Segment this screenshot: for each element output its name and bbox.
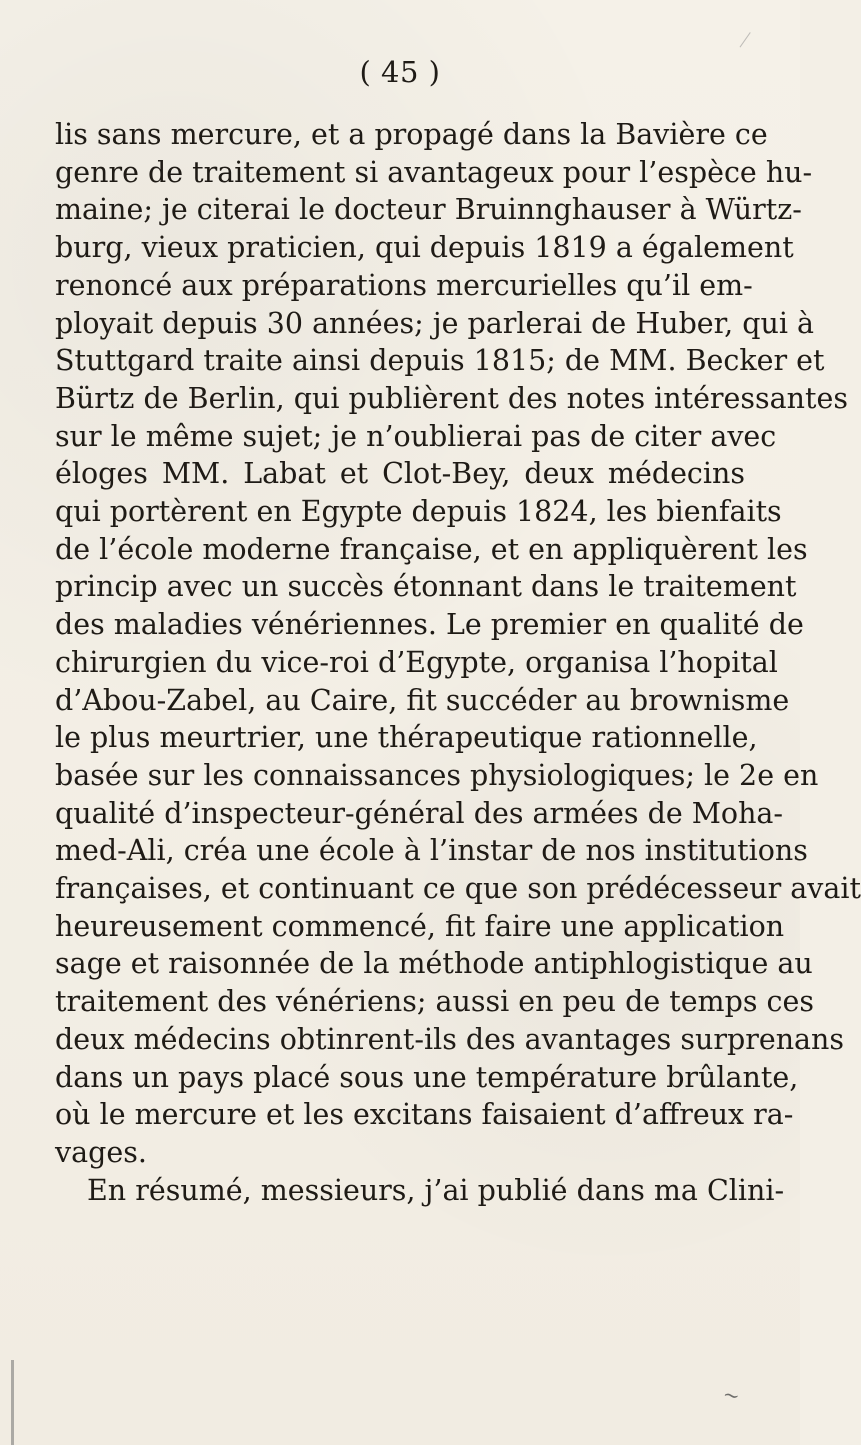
paper-mark (740, 32, 766, 58)
text-line: genre de traitement si avantageux pour l’espèce hu- (55, 155, 813, 189)
text-line: dans un pays placé sous une température brûlante, (55, 1060, 799, 1094)
body-text (55, 116, 861, 1209)
text-line: le plus meurtrier, une thérapeutique rationnelle, (55, 721, 758, 755)
text-line: ployait depuis 30 années; je parlerai de Huber, qui à (55, 306, 815, 340)
text-line: deux médecins obtinrent-ils des avantages surprenans (55, 1022, 845, 1056)
text-line: vages. (55, 1135, 147, 1169)
text-line: sage et raisonnée de la méthode antiphlogistique au (55, 947, 813, 981)
text-line: basée sur les connaissances physiologiques; le 2e en (55, 758, 819, 792)
paper-speck: ~ (720, 1381, 743, 1409)
text-line: Stuttgard traite ainsi depuis 1815; de MM. Becker et (55, 344, 825, 378)
paper-edge-mark (11, 1360, 14, 1445)
text-line: burg, vieux praticien, qui depuis 1819 a également (55, 231, 794, 265)
text-line: med-Ali, créa une école à l’instar de nos institutions (55, 834, 808, 868)
page-number: ( 45 ) (359, 55, 441, 89)
text-line: traitement des vénériens; aussi en peu de temps ces (55, 985, 814, 1019)
text-line: éloges MM. Labat et Clot-Bey, deux médecins (55, 457, 745, 491)
text-line: de l’école moderne française, et en appliquèrent les (55, 532, 808, 566)
text-line: sur le même sujet; je n’oublierai pas de citer avec (55, 419, 777, 453)
text-line: françaises, et continuant ce que son prédécesseur avait (55, 872, 861, 906)
text-line: princip avec un succès étonnant dans le traitement (55, 570, 797, 604)
text-line: des maladies vénériennes. Le premier en qualité de (55, 608, 804, 642)
text-line: chirurgien du vice-roi d’Egypte, organisa l’hopital (55, 645, 778, 679)
text-line: qualité d’inspecteur-général des armées de Moha- (55, 796, 784, 830)
text-line: lis sans mercure, et a propagé dans la Bavière ce (55, 118, 768, 151)
text-line: maine; je citerai le docteur Bruinnghauser à Würtz- (55, 193, 802, 227)
text-line: où le mercure et les excitans faisaient d’affreux ra- (55, 1098, 794, 1132)
text-line: heureusement commencé, fit faire une application (55, 909, 785, 943)
text-line: En résumé, messieurs, j’ai publié dans ma Clini- (87, 1173, 785, 1207)
text-line: Bürtz de Berlin, qui publièrent des notes intéressantes (55, 381, 848, 415)
text-line: renoncé aux préparations mercurielles qu’il em- (55, 268, 753, 302)
text-line: d’Abou-Zabel, au Caire, fit succéder au brownisme (55, 683, 790, 717)
text-line: qui portèrent en Egypte depuis 1824, les bienfaits (55, 495, 782, 529)
